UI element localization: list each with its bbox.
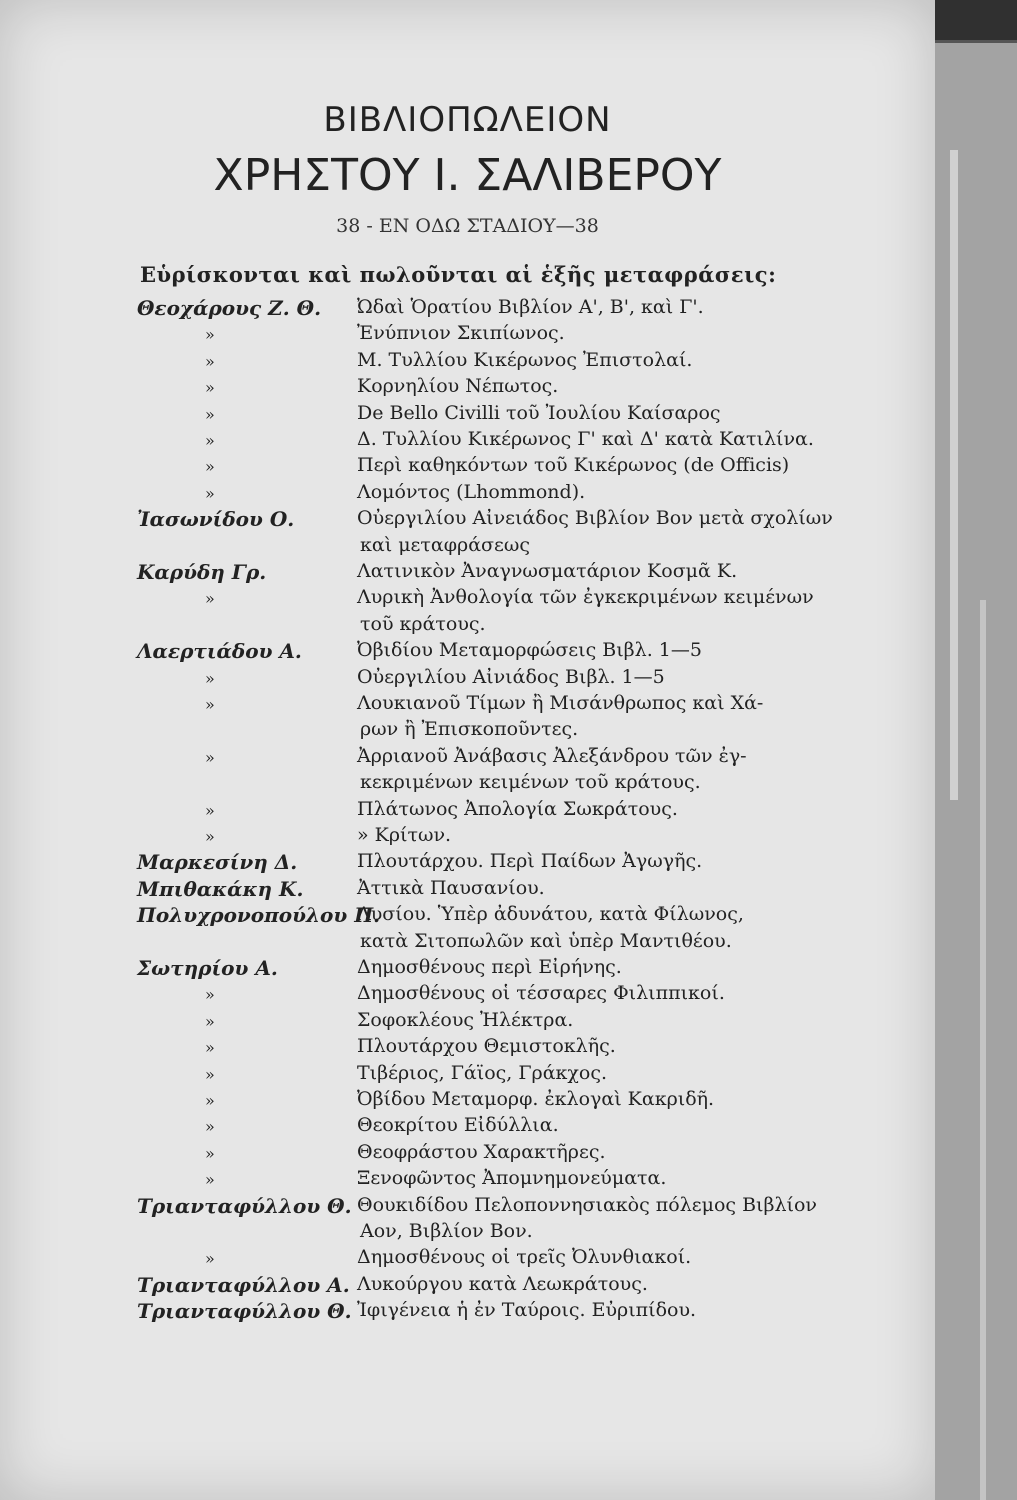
- entry-title: Θεοκρίτου Εἰδύλλια.: [357, 1114, 559, 1137]
- entry-title: Δημοσθένους περὶ Εἰρήνης.: [357, 956, 622, 978]
- entry-author: »: [205, 827, 215, 846]
- entry-author: »: [205, 404, 215, 424]
- address-line: 38 - ΕΝ ΟΔΩ ΣΤΑΔΙΟΥ—38: [336, 215, 599, 237]
- adjacent-cover-edge: [935, 0, 1017, 1500]
- list-item: [0, 481, 935, 507]
- entry-author: Καρύδη Γρ.: [137, 560, 267, 584]
- entry-title: Θουκιδίδου Πελοποννησιακὸς πόλεμος Βιβλίον: [357, 1193, 817, 1216]
- entry-title: Πλουτάρχου Θεμιστοκλῆς.: [357, 1035, 616, 1058]
- entry-author: »: [205, 457, 215, 477]
- list-item: [0, 1088, 935, 1114]
- entry-title: Οὐεργιλίου Αἰνειάδος Βιβλίον Βον μετὰ σχολίων: [357, 507, 833, 530]
- list-item: [0, 1167, 935, 1193]
- entry-title: Ὠδαὶ Ὁρατίου Βιβλίον Α', Β', καὶ Γ'.: [357, 296, 704, 318]
- entry-author: »: [205, 351, 215, 371]
- entry-title: Ἰφιγένεια ἡ ἐν Ταύροις. Εὐριπίδου.: [357, 1299, 697, 1322]
- list-item: [0, 877, 935, 903]
- list-item: [0, 560, 935, 586]
- list-item: [0, 349, 935, 375]
- list-item: [0, 454, 935, 480]
- entry-author: »: [205, 747, 215, 767]
- entry-author: »: [205, 800, 215, 820]
- entry-title: Ὀβίδου Μεταμορφ. ἐκλογαὶ Κακριδῆ.: [357, 1088, 715, 1110]
- intro-line: Εὑρίσκονται καὶ πωλοῦνται αἱ ἑξῆς μεταφράσεις:: [140, 262, 777, 287]
- entry-author: »: [205, 589, 215, 609]
- entry-author: Μαρκεσίνη Δ.: [137, 850, 298, 875]
- list-item: [0, 1035, 935, 1061]
- entry-author: »: [205, 1143, 215, 1163]
- entry-title: De Bello Civilli τοῦ Ἰουλίου Καίσαρος: [357, 401, 721, 424]
- entry-title: Λομόντος (Lhommond).: [357, 480, 586, 503]
- list-item: [0, 375, 935, 401]
- entry-author: »: [205, 1064, 215, 1084]
- entry-author: Τριανταφύλλου Α.: [137, 1272, 350, 1297]
- entry-author: »: [205, 695, 215, 714]
- entry-author: Λαερτιάδου Α.: [137, 639, 302, 664]
- list-item: [0, 1273, 935, 1299]
- entry-author: »: [205, 985, 215, 1005]
- entry-title: Τιβέριος, Γάϊος, Γράκχος.: [357, 1061, 608, 1084]
- entry-author: »: [205, 1091, 215, 1110]
- list-item: [0, 982, 935, 1008]
- entry-title: Ἀττικὰ Παυσανίου.: [357, 876, 545, 899]
- list-item: [0, 666, 935, 692]
- entry-title: » Κρίτων.: [357, 824, 452, 846]
- list-item: [0, 903, 935, 929]
- entry-title: Οὐεργιλίου Αἰνιάδος Βιβλ. 1—5: [357, 665, 665, 688]
- entry-author: »: [205, 325, 215, 345]
- entry-author: »: [205, 431, 215, 450]
- list-item: [0, 534, 935, 560]
- entry-author: »: [205, 483, 215, 503]
- entry-title: Πλάτωνος Ἀπολογία Σωκράτους.: [357, 797, 678, 820]
- list-item: [0, 322, 935, 348]
- list-item: [0, 507, 935, 533]
- entry-author: Τριανταφύλλου Θ.: [137, 1299, 352, 1324]
- entry-title: κατὰ Σιτοπωλῶν καὶ ὑπὲρ Μαντιθέου.: [360, 929, 732, 952]
- entry-author: Σωτηρίου Α.: [137, 956, 278, 980]
- entry-author: Μπιθακάκη Κ.: [137, 876, 304, 901]
- list-item: [0, 586, 935, 612]
- entry-author: »: [205, 1117, 215, 1137]
- list-item: [0, 1194, 935, 1220]
- entry-title: Λυσίου. Ὑπὲρ ἀδυνάτου, κατὰ Φίλωνος,: [357, 903, 744, 926]
- entry-title: Δημοσθένους οἱ τρεῖς Ὀλυνθιακοί.: [357, 1246, 692, 1269]
- list-item: [0, 798, 935, 824]
- entry-title: Αον, Βιβλίον Βον.: [360, 1220, 533, 1242]
- list-item: [0, 1246, 935, 1272]
- entry-author: Τριανταφύλλου Θ.: [137, 1193, 352, 1218]
- list-item: [0, 745, 935, 771]
- list-item: [0, 930, 935, 956]
- entry-author: »: [205, 1038, 215, 1058]
- entry-title: Σοφοκλέους Ἠλέκτρα.: [357, 1008, 574, 1031]
- entry-title: Λουκιανοῦ Τίμων ἢ Μισάνθρωπος καὶ Χά-: [357, 692, 764, 714]
- entry-title: Κορνηλίου Νέπωτος.: [357, 375, 559, 398]
- entry-title: Δ. Τυλλίου Κικέρωνος Γ' καὶ Δ' κατὰ Κατιλίνα.: [357, 428, 814, 450]
- entry-title: Πλουτάρχου. Περὶ Παίδων Ἀγωγῆς.: [357, 850, 703, 873]
- entry-title: Ἀρριανοῦ Ἀνάβασις Ἀλεξάνδρου τῶν ἐγ-: [357, 744, 747, 767]
- list-item: [0, 771, 935, 797]
- entry-author: »: [205, 378, 215, 398]
- entry-title: τοῦ κράτους.: [360, 612, 486, 635]
- list-item: [0, 718, 935, 744]
- entry-author: »: [205, 1011, 215, 1031]
- entry-author: »: [205, 668, 215, 688]
- list-item: [0, 639, 935, 665]
- owner-name: ΧΡΗΣΤΟΥ Ι. ΣΑΛΙΒΕΡΟΥ: [213, 150, 722, 201]
- entry-title: Περὶ καθηκόντων τοῦ Κικέρωνος (de Officis): [357, 454, 790, 477]
- list-item: [0, 824, 935, 850]
- entry-title: καὶ μεταφράσεως: [360, 533, 530, 556]
- bookshop-heading: ΒΙΒΛΙΟΠΩΛΕΙΟΝ: [323, 100, 612, 140]
- list-item: [0, 1299, 935, 1325]
- list-item: [0, 692, 935, 718]
- entry-title: Λυκούργου κατὰ Λεωκράτους.: [357, 1272, 648, 1295]
- entry-title: Λυρικὴ Ἀνθολογία τῶν ἐγκεκριμένων κειμένων: [357, 586, 814, 609]
- entry-title: Ὀβιδίου Μεταμορφώσεις Βιβλ. 1—5: [357, 639, 702, 662]
- list-item: [0, 1220, 935, 1246]
- entry-title: Θεοφράστου Χαρακτῆρες.: [357, 1140, 606, 1163]
- entry-title: Ξενοφῶντος Ἀπομνημονεύματα.: [357, 1167, 667, 1190]
- list-item: [0, 956, 935, 982]
- list-item: [0, 428, 935, 454]
- list-item: [0, 1141, 935, 1167]
- entry-author: Θεοχάρους Ζ. Θ.: [137, 296, 322, 320]
- entry-title: Δημοσθένους οἱ τέσσαρες Φιλιππικοί.: [357, 982, 725, 1005]
- list-item: [0, 613, 935, 639]
- entry-title: Μ. Τυλλίου Κικέρωνος Ἐπιστολαί.: [357, 348, 693, 371]
- list-item: [0, 1062, 935, 1088]
- entry-author: »: [205, 1249, 215, 1269]
- list-item: [0, 1009, 935, 1035]
- entry-title: Λατινικὸν Ἀναγνωσματάριον Κοσμᾶ Κ.: [357, 560, 738, 582]
- entry-author: Ἰασωνίδου Ο.: [137, 507, 295, 532]
- list-item: [0, 296, 935, 322]
- list-item: [0, 850, 935, 876]
- entry-title: κεκριμένων κειμένων τοῦ κράτους.: [360, 771, 701, 794]
- entry-author: »: [205, 1170, 215, 1190]
- list-item: [0, 1114, 935, 1140]
- entry-title: ρων ἢ Ἐπισκοποῦντες.: [360, 718, 579, 741]
- entry-author: Πολυχρονοπούλου Π.: [137, 903, 381, 928]
- list-item: [0, 402, 935, 428]
- entry-title: Ἐνύπνιον Σκιπίωνος.: [357, 322, 565, 345]
